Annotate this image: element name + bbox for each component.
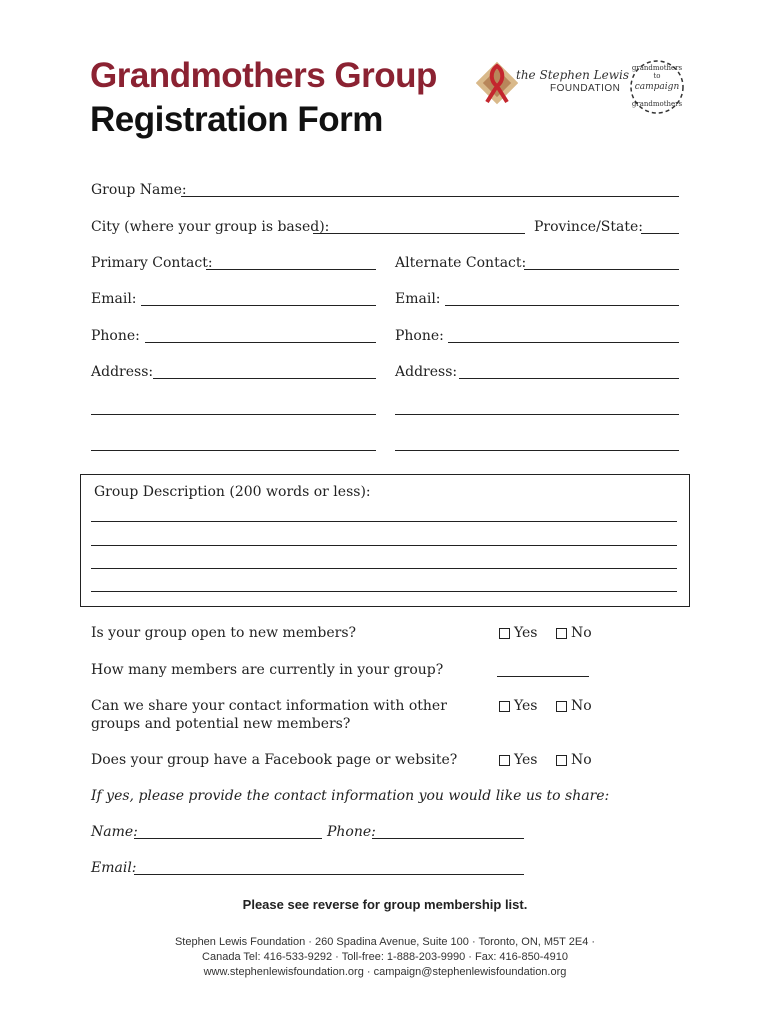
checkbox-icon: [556, 701, 567, 712]
group-description-label: Group Description (200 words or less):: [94, 484, 371, 500]
yes-label: Yes: [514, 625, 538, 641]
logo-text-campaign: campaign: [634, 82, 680, 92]
yes-label: Yes: [514, 698, 538, 714]
share-contact-no-checkbox[interactable]: [556, 698, 592, 714]
alternate-address-line2[interactable]: [395, 414, 679, 415]
alternate-contact-label: Alternate Contact:: [395, 255, 527, 271]
stephen-lewis-foundation-logo: [476, 60, 630, 110]
checkbox-icon: [556, 755, 567, 766]
alternate-phone-label: Phone:: [395, 328, 444, 344]
followup-phone-field[interactable]: [372, 838, 524, 839]
followup-email-field[interactable]: [134, 874, 524, 875]
footer-address: Stephen Lewis Foundation · 260 Spadina Avenue, Suite 100 · Toronto, ON, M5T 2E4 ·: [174, 936, 596, 948]
grandmothers-campaign-logo: [628, 58, 686, 116]
primary-address-line3[interactable]: [91, 450, 376, 451]
description-line2[interactable]: [91, 545, 677, 546]
facebook-no-checkbox[interactable]: [556, 752, 592, 768]
checkbox-icon: [499, 701, 510, 712]
facebook-yes-checkbox[interactable]: [499, 752, 538, 768]
footer-web-email: www.stephenlewisfoundation.org · campaign@stephenlewisfoundation.org: [203, 966, 567, 978]
no-label: No: [571, 625, 592, 641]
share-contact-yes-checkbox[interactable]: [499, 698, 538, 714]
no-label: No: [571, 752, 592, 768]
reverse-note: Please see reverse for group membership list.: [242, 897, 528, 912]
primary-email-field[interactable]: [141, 305, 376, 306]
form-title-line1: Grandmothers Group: [90, 56, 437, 95]
description-line4[interactable]: [91, 591, 677, 592]
primary-contact-label: Primary Contact:: [91, 255, 213, 271]
description-line1[interactable]: [91, 521, 677, 522]
alternate-address-line3[interactable]: [395, 450, 679, 451]
followup-email-label: Email:: [91, 860, 137, 876]
alternate-contact-field[interactable]: [524, 269, 679, 270]
city-label: City (where your group is based):: [91, 219, 330, 235]
alternate-email-field[interactable]: [445, 305, 679, 306]
alternate-phone-field[interactable]: [448, 342, 679, 343]
group-name-field[interactable]: [181, 196, 679, 197]
alternate-address-label: Address:: [395, 364, 458, 380]
logo-text-grandmothers-to: grandmothers to: [631, 64, 683, 80]
followup-instruction: If yes, please provide the contact information you would like us to share:: [91, 788, 610, 804]
primary-contact-field[interactable]: [206, 269, 376, 270]
province-field[interactable]: [641, 233, 679, 234]
primary-address-line1[interactable]: [153, 378, 376, 379]
logo-text-stephen-lewis: the Stephen Lewis: [516, 68, 630, 82]
question-share-contact-line1: Can we share your contact information with other: [91, 698, 447, 714]
open-members-no-checkbox[interactable]: [556, 625, 592, 641]
footer-phones: Canada Tel: 416-533-9292 · Toll-free: 1-888-203-9990 · Fax: 416-850-4910: [202, 951, 568, 963]
group-name-label: Group Name:: [91, 182, 187, 198]
primary-email-label: Email:: [91, 291, 137, 307]
ribbon-quilt-icon: [476, 60, 518, 106]
checkbox-icon: [499, 628, 510, 639]
primary-phone-field[interactable]: [145, 342, 376, 343]
checkbox-icon: [556, 628, 567, 639]
member-count-field[interactable]: [497, 676, 589, 677]
form-title-line2: Registration Form: [90, 100, 383, 139]
question-facebook-website: Does your group have a Facebook page or website?: [91, 752, 458, 768]
followup-phone-label: Phone:: [327, 824, 376, 840]
alternate-email-label: Email:: [395, 291, 441, 307]
primary-phone-label: Phone:: [91, 328, 140, 344]
question-share-contact-line2: groups and potential new members?: [91, 716, 351, 732]
province-label: Province/State:: [534, 219, 643, 235]
followup-name-field[interactable]: [134, 838, 322, 839]
followup-name-label: Name:: [91, 824, 138, 840]
question-member-count: How many members are currently in your group?: [91, 662, 444, 678]
alternate-address-line1[interactable]: [459, 378, 679, 379]
logo-text-grandmothers-bottom: grandmothers: [631, 100, 683, 108]
checkbox-icon: [499, 755, 510, 766]
logo-text-foundation: FOUNDATION: [550, 83, 621, 94]
primary-address-line2[interactable]: [91, 414, 376, 415]
open-members-yes-checkbox[interactable]: [499, 625, 538, 641]
city-field[interactable]: [313, 233, 525, 234]
primary-address-label: Address:: [91, 364, 154, 380]
description-line3[interactable]: [91, 568, 677, 569]
question-open-to-members: Is your group open to new members?: [91, 625, 357, 641]
no-label: No: [571, 698, 592, 714]
yes-label: Yes: [514, 752, 538, 768]
